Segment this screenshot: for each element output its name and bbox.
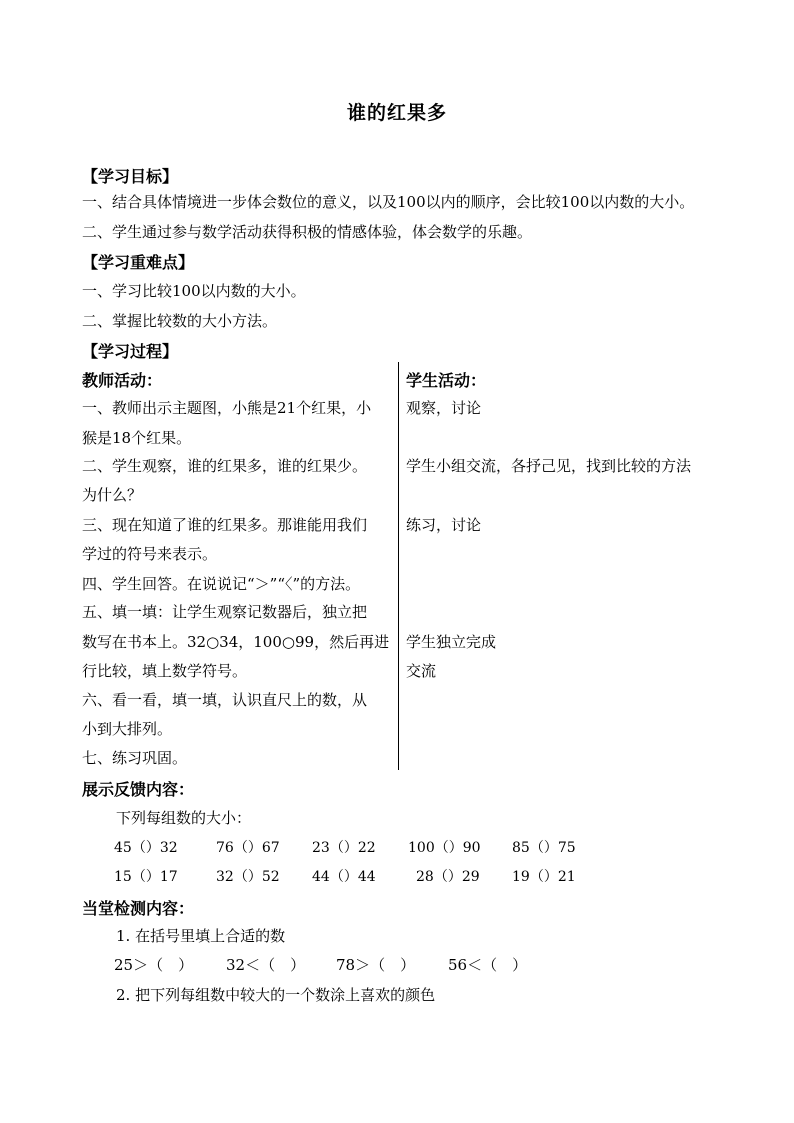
- student-line: 学生小组交流，各抒己见，找到比较的方法: [406, 457, 692, 475]
- compare-item: 45（）32: [114, 840, 178, 856]
- fill-item: 78＞（ ）: [336, 956, 416, 974]
- teacher-line: 二、学生观察，谁的红果多，谁的红果少。: [82, 457, 368, 475]
- test-heading: 当堂检测内容：: [82, 899, 195, 918]
- test-question-1: 1. 在括号里填上合适的数: [116, 927, 286, 945]
- feedback-intro: 下列每组数的大小：: [116, 809, 252, 827]
- compare-item: 76（）67: [216, 840, 280, 856]
- student-line: 练习，讨论: [406, 516, 482, 534]
- teacher-line: 一、教师出示主题图，小熊是21个红果，小: [82, 399, 372, 417]
- keypoint-item-2: 二、掌握比较数的大小方法。: [82, 312, 278, 330]
- teacher-line: 行比较，填上数学符号。: [82, 662, 248, 680]
- column-divider: [398, 362, 399, 770]
- process-heading: 【学习过程】: [82, 342, 179, 361]
- fill-item: 25＞（ ）: [114, 956, 194, 974]
- teacher-line: 七、练习巩固。: [82, 749, 188, 767]
- goal-item-2: 二、学生通过参与数学活动获得积极的情感体验，体会数学的乐趣。: [82, 223, 533, 241]
- goal-item-1: 一、结合具体情境进一步体会数位的意义，以及100以内的顺序，会比较100以内数的大小。: [82, 193, 695, 211]
- teacher-line: 六、看一看，填一填，认识直尺上的数，从: [82, 691, 368, 709]
- student-line: 观察，讨论: [406, 399, 482, 417]
- teacher-line: 小到大排列。: [82, 720, 173, 738]
- student-line: 交流: [406, 662, 437, 680]
- compare-item: 44（）44: [312, 869, 376, 885]
- keypoints-heading: 【学习重难点】: [82, 253, 195, 272]
- compare-item: 28（）29: [416, 869, 480, 885]
- goals-heading: 【学习目标】: [82, 167, 179, 186]
- compare-item: 19（）21: [512, 869, 576, 885]
- keypoint-item-1: 一、学习比较100以内数的大小。: [82, 282, 306, 300]
- page-title: 谁的红果多: [346, 102, 447, 124]
- student-heading: 学生活动：: [406, 371, 487, 390]
- teacher-line: 五、填一填：让学生观察记数器后，独立把: [82, 603, 368, 621]
- teacher-heading: 教师活动：: [82, 371, 163, 390]
- compare-item: 23（）22: [312, 840, 376, 856]
- teacher-line: 学过的符号来表示。: [82, 545, 218, 563]
- compare-item: 15（）17: [114, 869, 178, 885]
- compare-item: 85（）75: [512, 840, 576, 856]
- compare-item: 32（）52: [216, 869, 280, 885]
- teacher-line: 三、现在知道了谁的红果多。那谁能用我们: [82, 516, 368, 534]
- compare-item: 100（）90: [408, 840, 481, 856]
- fill-item: 56＜（ ）: [448, 956, 528, 974]
- feedback-heading: 展示反馈内容：: [82, 780, 195, 799]
- student-line: 学生独立完成: [406, 633, 497, 651]
- teacher-line: 数写在书本上。32○34，100○99，然后再进: [82, 633, 390, 651]
- teacher-line: 为什么？: [82, 486, 143, 504]
- teacher-line: 猴是18个红果。: [82, 429, 192, 447]
- test-question-2: 2. 把下列每组数中较大的一个数涂上喜欢的颜色: [116, 986, 436, 1004]
- teacher-line: 四、学生回答。在说说记“＞”“〈”的方法。: [82, 575, 361, 593]
- fill-item: 32＜（ ）: [226, 956, 306, 974]
